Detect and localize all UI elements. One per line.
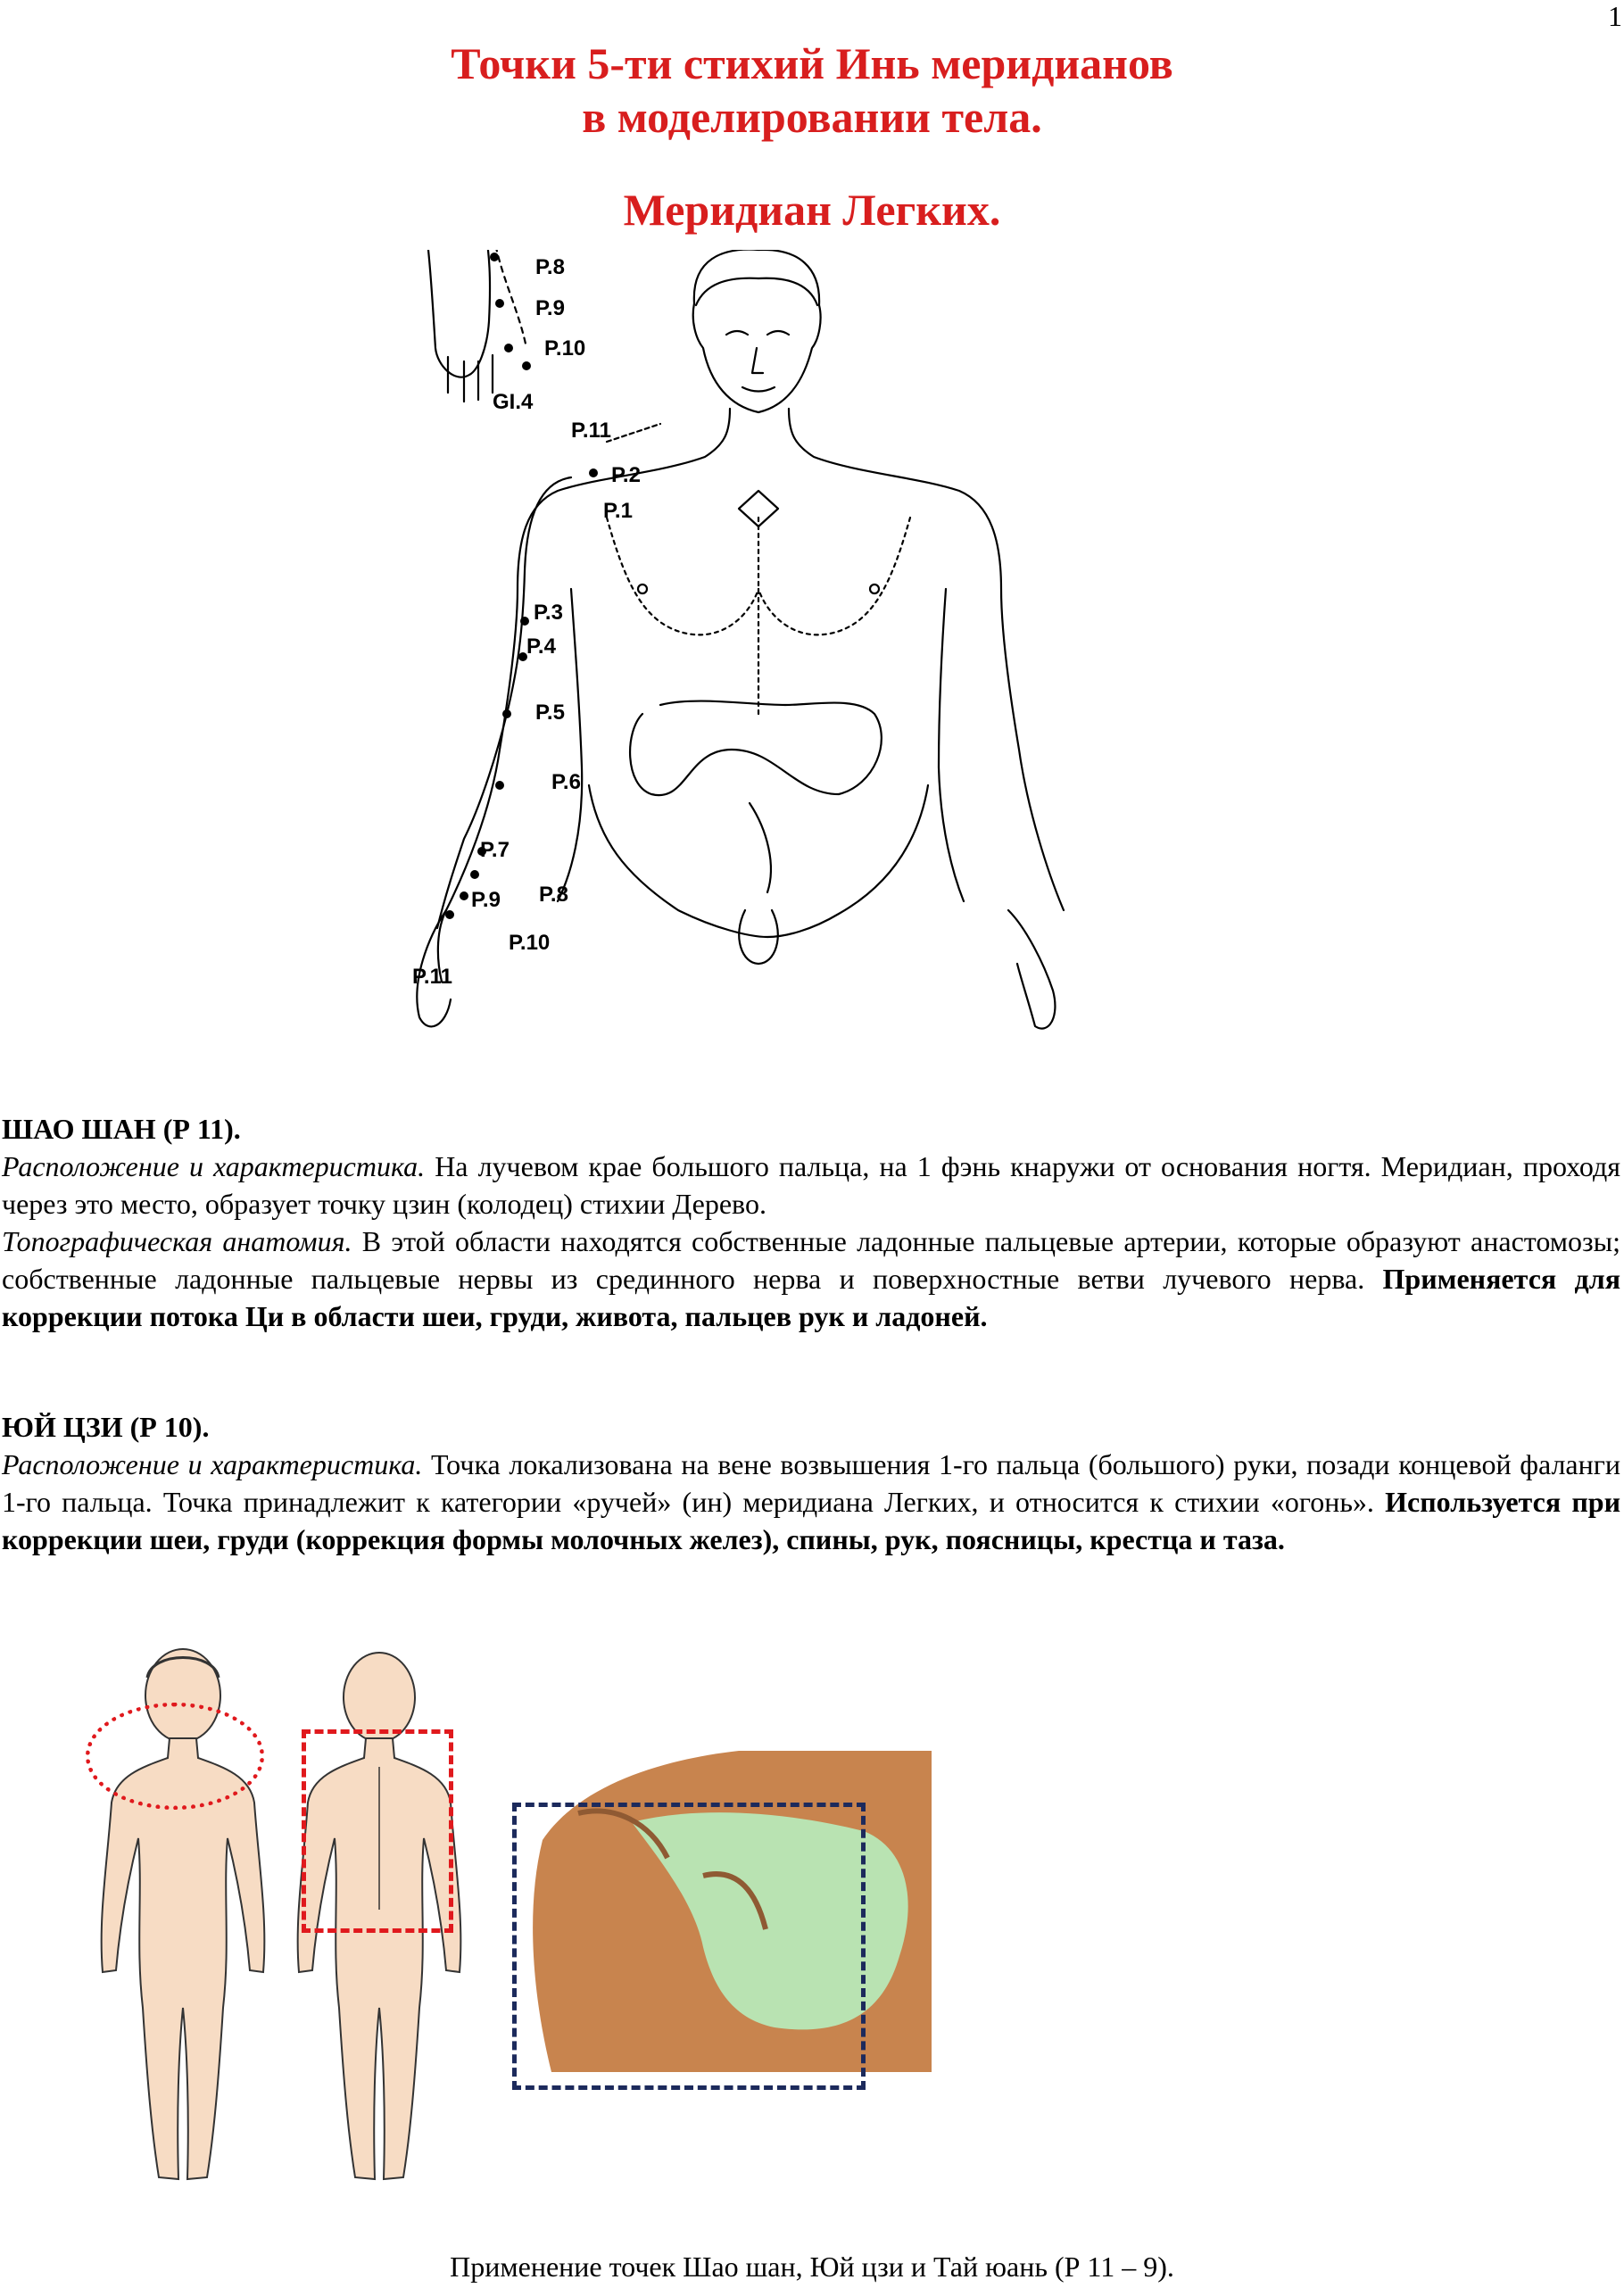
section-shao-shan: [2, 1110, 1620, 1335]
page-title-line1: Точки 5-ти стихий Инь меридианов: [451, 38, 1173, 88]
section-heading: ШАО ШАН (Р 11).: [2, 1113, 241, 1145]
page-subtitle: Меридиан Легких.: [623, 185, 1001, 235]
paragraph: Топографическая анатомия. В этой области находятся собственные ладонные пальцевые артерии, которые образуют анастомозы; собственные ладонные пальцевые нервы из срединного нерва и поверхностные ветви лучевого нерва. Применяется для коррекции потока Ци в области шеи, груди, живота, пальцев рук и ладоней.: [2, 1225, 1621, 1332]
label-p10: P.10: [544, 336, 586, 361]
paragraph: Расположение и характеристика. Точка локализована на вене возвышения 1-го пальца (большого) руки, позади концевой фаланги 1-го пальца. Точка принадлежит к категории «ручей» (ин) меридиана Легких, и относится к стихии «огонь». Используется при коррекции шеи, груди (коррекция формы молочных желез), спины, рук, поясницы, крестца и таза.: [2, 1448, 1621, 1555]
label-p11-lower: P.11: [412, 965, 452, 989]
label-p5: P.5: [535, 700, 565, 725]
label-p10-lower: P.10: [509, 931, 551, 955]
label-p8-lower: P.8: [539, 883, 568, 907]
hips-marker-rect: [512, 1803, 866, 2090]
chest-marker-ellipse: [86, 1703, 264, 1810]
label-p7: P.7: [480, 838, 510, 862]
label-p6: P.6: [551, 770, 581, 794]
meridian-body-illustration: [393, 250, 1106, 1053]
section-yui-czi: [2, 1408, 1620, 1558]
label-p2: P.2: [611, 463, 641, 487]
label-p3: P.3: [534, 601, 563, 625]
label-p1: P.1: [603, 499, 633, 523]
head-outline: [693, 250, 821, 412]
page-title-line2: в моделировании тела.: [582, 92, 1042, 142]
label-p8: P.8: [535, 255, 565, 279]
page-number: 1: [1608, 0, 1622, 32]
label-p11-upper: P.11: [571, 419, 611, 443]
paragraph: Расположение и характеристика. На лучевом крае большого пальца, на 1 фэнь кнаружи от основания ногтя. Меридиан, проходя через это место, образует точку цзин (колодец) стихии Дерево.: [2, 1150, 1620, 1220]
label-p9-lower: P.9: [471, 888, 501, 912]
label-p4: P.4: [526, 634, 556, 659]
figure-caption: Применение точек Шао шан, Юй цзи и Тай юань (Р 11 – 9).: [450, 2251, 1174, 2283]
section-heading: ЮЙ ЦЗИ (Р 10).: [2, 1411, 210, 1443]
label-p9: P.9: [535, 296, 565, 320]
back-marker-rect: [302, 1729, 453, 1933]
label-gi4: GI.4: [493, 390, 534, 414]
